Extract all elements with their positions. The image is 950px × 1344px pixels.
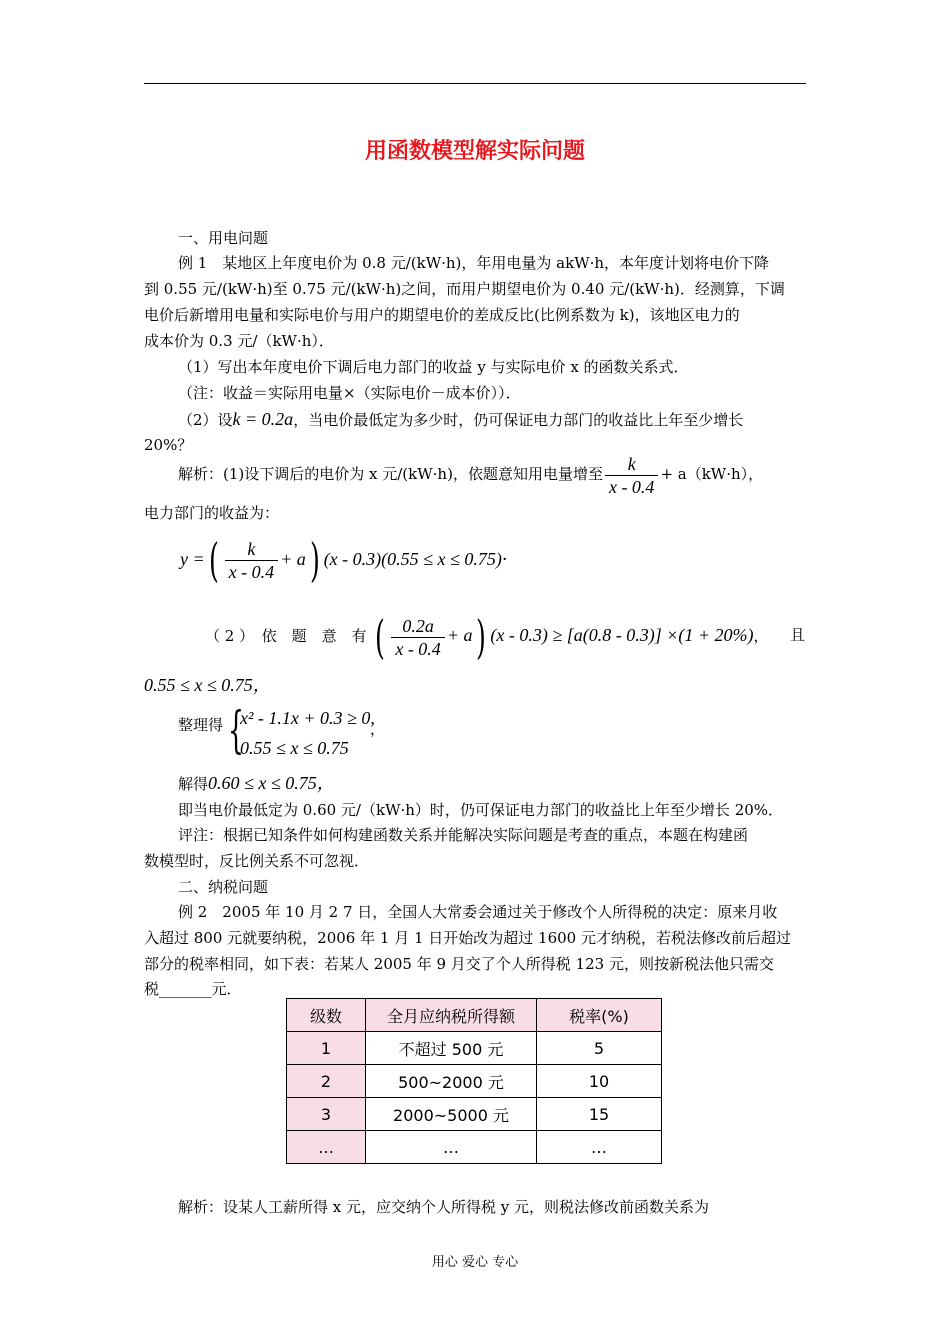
question2-formula: k = 0.2a bbox=[232, 409, 294, 429]
question2-suffix: ，当电价最低定为多少时，仍可保证电力部门的收益比上年至少增长 bbox=[293, 411, 744, 429]
table-cell-rate: … bbox=[537, 1131, 662, 1164]
solution1-prefix: 解析：(1)设下调后的电价为 x 元/(kW·h)，依题意知用电量增至 bbox=[178, 465, 603, 483]
solve-line bbox=[178, 770, 335, 797]
question1: （1）写出本年度电价下调后电力部门的收益 y 与实际电价 x 的函数关系式． bbox=[178, 358, 689, 376]
eq1-right-paren: ) bbox=[309, 533, 320, 587]
simplify-label: 整理得 bbox=[178, 716, 224, 734]
table-cell-rate: 15 bbox=[537, 1098, 662, 1131]
solve-result: 0.60 ≤ x ≤ 0.75， bbox=[208, 773, 335, 793]
table-header-row bbox=[287, 999, 662, 1032]
eq1-fraction-num: k bbox=[225, 538, 278, 561]
example1-line3: 电价后新增用电量和实际电价与用户的期望电价的差成反比(比例系数为 k)，该地区电力的 bbox=[144, 306, 740, 324]
sol2-right-paren: ) bbox=[476, 610, 487, 664]
sol2-left-paren: ( bbox=[375, 610, 386, 664]
solution1-suffix: + a（kW·h）， bbox=[660, 465, 764, 483]
sol2-fraction-num: 0.2a bbox=[391, 615, 444, 638]
solve-label: 解得 bbox=[178, 775, 209, 793]
section-heading-tax: 二、纳税问题 bbox=[178, 878, 269, 896]
sol2-plus: + a bbox=[446, 625, 473, 645]
sol2-comma: ， bbox=[753, 627, 769, 645]
solution3-line: 解析：设某人工薪所得 x 元，应交纳个人所得税 y 元，则税法修改前函数关系为 bbox=[178, 1198, 710, 1216]
example1-line1: 例 1 某地区上年度电价为 0.8 元/(kW·h)，年用电量为 akW·h，本年度计划将电价下降 bbox=[178, 254, 770, 272]
solution1-fraction bbox=[605, 453, 658, 498]
example2-line2: 入超过 800 元就要纳税，2006 年 1 月 1 日开始改为超过 1600 元才纳税，若税法修改前后超过 bbox=[144, 929, 791, 947]
comment-line2: 数模型时，反比例关系不可忽视． bbox=[144, 852, 370, 870]
table-cell-rate: 5 bbox=[537, 1032, 662, 1065]
conclusion: 即当电价最低定为 0.60 元/（kW·h）时，仍可保证电力部门的收益比上年至少增长 20%． bbox=[178, 801, 784, 819]
solution1-line2: 电力部门的收益为： bbox=[144, 504, 280, 522]
table-cell-rate: 10 bbox=[537, 1065, 662, 1098]
table-header-cell: 税率(%) bbox=[537, 999, 662, 1032]
eq1-fraction bbox=[225, 538, 278, 583]
solution2-and: 且 bbox=[790, 626, 806, 644]
solution2-line bbox=[205, 608, 769, 663]
question2-line2: 20%？ bbox=[144, 436, 193, 454]
sol2-fraction bbox=[391, 615, 444, 660]
solution1-fraction-num: k bbox=[605, 453, 658, 476]
range-line: 0.55 ≤ x ≤ 0.75， bbox=[144, 675, 271, 695]
question1-note: （注：收益＝实际用电量×（实际电价－成本价））． bbox=[178, 384, 521, 402]
system-brace: { bbox=[228, 701, 244, 759]
example2-line1: 例 2 2005 年 10 月 2 7 日，全国人大常委会通过关于修改个人所得税的决定：原来月收 bbox=[178, 903, 778, 921]
eq1-plus: + a bbox=[280, 549, 306, 569]
eq1-left-paren: ( bbox=[208, 533, 219, 587]
equation-revenue bbox=[180, 532, 508, 587]
table-row bbox=[287, 1065, 662, 1098]
table-cell-level: … bbox=[287, 1131, 366, 1164]
solution2-prefix: （ 2 ） 依 题 意 有 bbox=[205, 627, 367, 645]
sol2-rest: (x - 0.3) ≥ [a(0.8 - 0.3)] ×(1 + 20%) bbox=[490, 625, 754, 645]
table-cell-level: 3 bbox=[287, 1098, 366, 1131]
system-line1: x² - 1.1x + 0.3 ≥ 0, bbox=[240, 708, 375, 728]
question2 bbox=[178, 406, 743, 433]
page-title: 用函数模型解实际问题 bbox=[364, 139, 585, 164]
system-line2: 0.55 ≤ x ≤ 0.75 bbox=[240, 738, 349, 758]
table-cell-range: 500~2000 元 bbox=[366, 1065, 537, 1098]
table-cell-range: … bbox=[366, 1131, 537, 1164]
section-heading-electricity: 一、用电问题 bbox=[178, 229, 269, 247]
header-rule bbox=[144, 83, 806, 84]
eq1-lhs: y = bbox=[180, 549, 205, 569]
system-comma: ， bbox=[370, 720, 386, 738]
solution1-line1 bbox=[178, 450, 763, 498]
eq1-rest: (x - 0.3)(0.55 ≤ x ≤ 0.75) bbox=[323, 549, 502, 569]
page-footer: 用心 爱心 专心 bbox=[431, 1255, 519, 1270]
table-cell-range: 2000~5000 元 bbox=[366, 1098, 537, 1131]
example2-line3: 部分的税率相同，如下表：若某人 2005 年 9 月交了个人所得税 123 元，则按新税法他只需交 bbox=[144, 955, 774, 973]
table-cell-level: 2 bbox=[287, 1065, 366, 1098]
table-row bbox=[287, 1032, 662, 1065]
eq1-dot: · bbox=[501, 549, 508, 570]
eq1-fraction-den: x - 0.4 bbox=[228, 561, 275, 582]
example2-line4: 税_______元． bbox=[144, 980, 242, 998]
example1-line2: 到 0.55 元/(kW·h)至 0.75 元/(kW·h)之间，而用户期望电价为 0.40 元/(kW·h)．经测算，下调 bbox=[144, 280, 785, 298]
table-header-cell: 全月应纳税所得额 bbox=[366, 999, 537, 1032]
table-row bbox=[287, 1131, 662, 1164]
sol2-fraction-den: x - 0.4 bbox=[395, 638, 441, 659]
solution1-fraction-den: x - 0.4 bbox=[608, 476, 655, 497]
example1-line4: 成本价为 0.3 元/（kW·h）． bbox=[144, 332, 334, 350]
table-row bbox=[287, 1098, 662, 1131]
question2-prefix: （2）设 bbox=[178, 411, 233, 429]
table-cell-range: 不超过 500 元 bbox=[366, 1032, 537, 1065]
table-cell-level: 1 bbox=[287, 1032, 366, 1065]
comment-line1: 评注：根据已知条件如何构建函数关系并能解决实际问题是考查的重点，本题在构建函 bbox=[178, 826, 749, 844]
tax-rate-table bbox=[286, 998, 662, 1164]
table-header-cell: 级数 bbox=[287, 999, 366, 1032]
